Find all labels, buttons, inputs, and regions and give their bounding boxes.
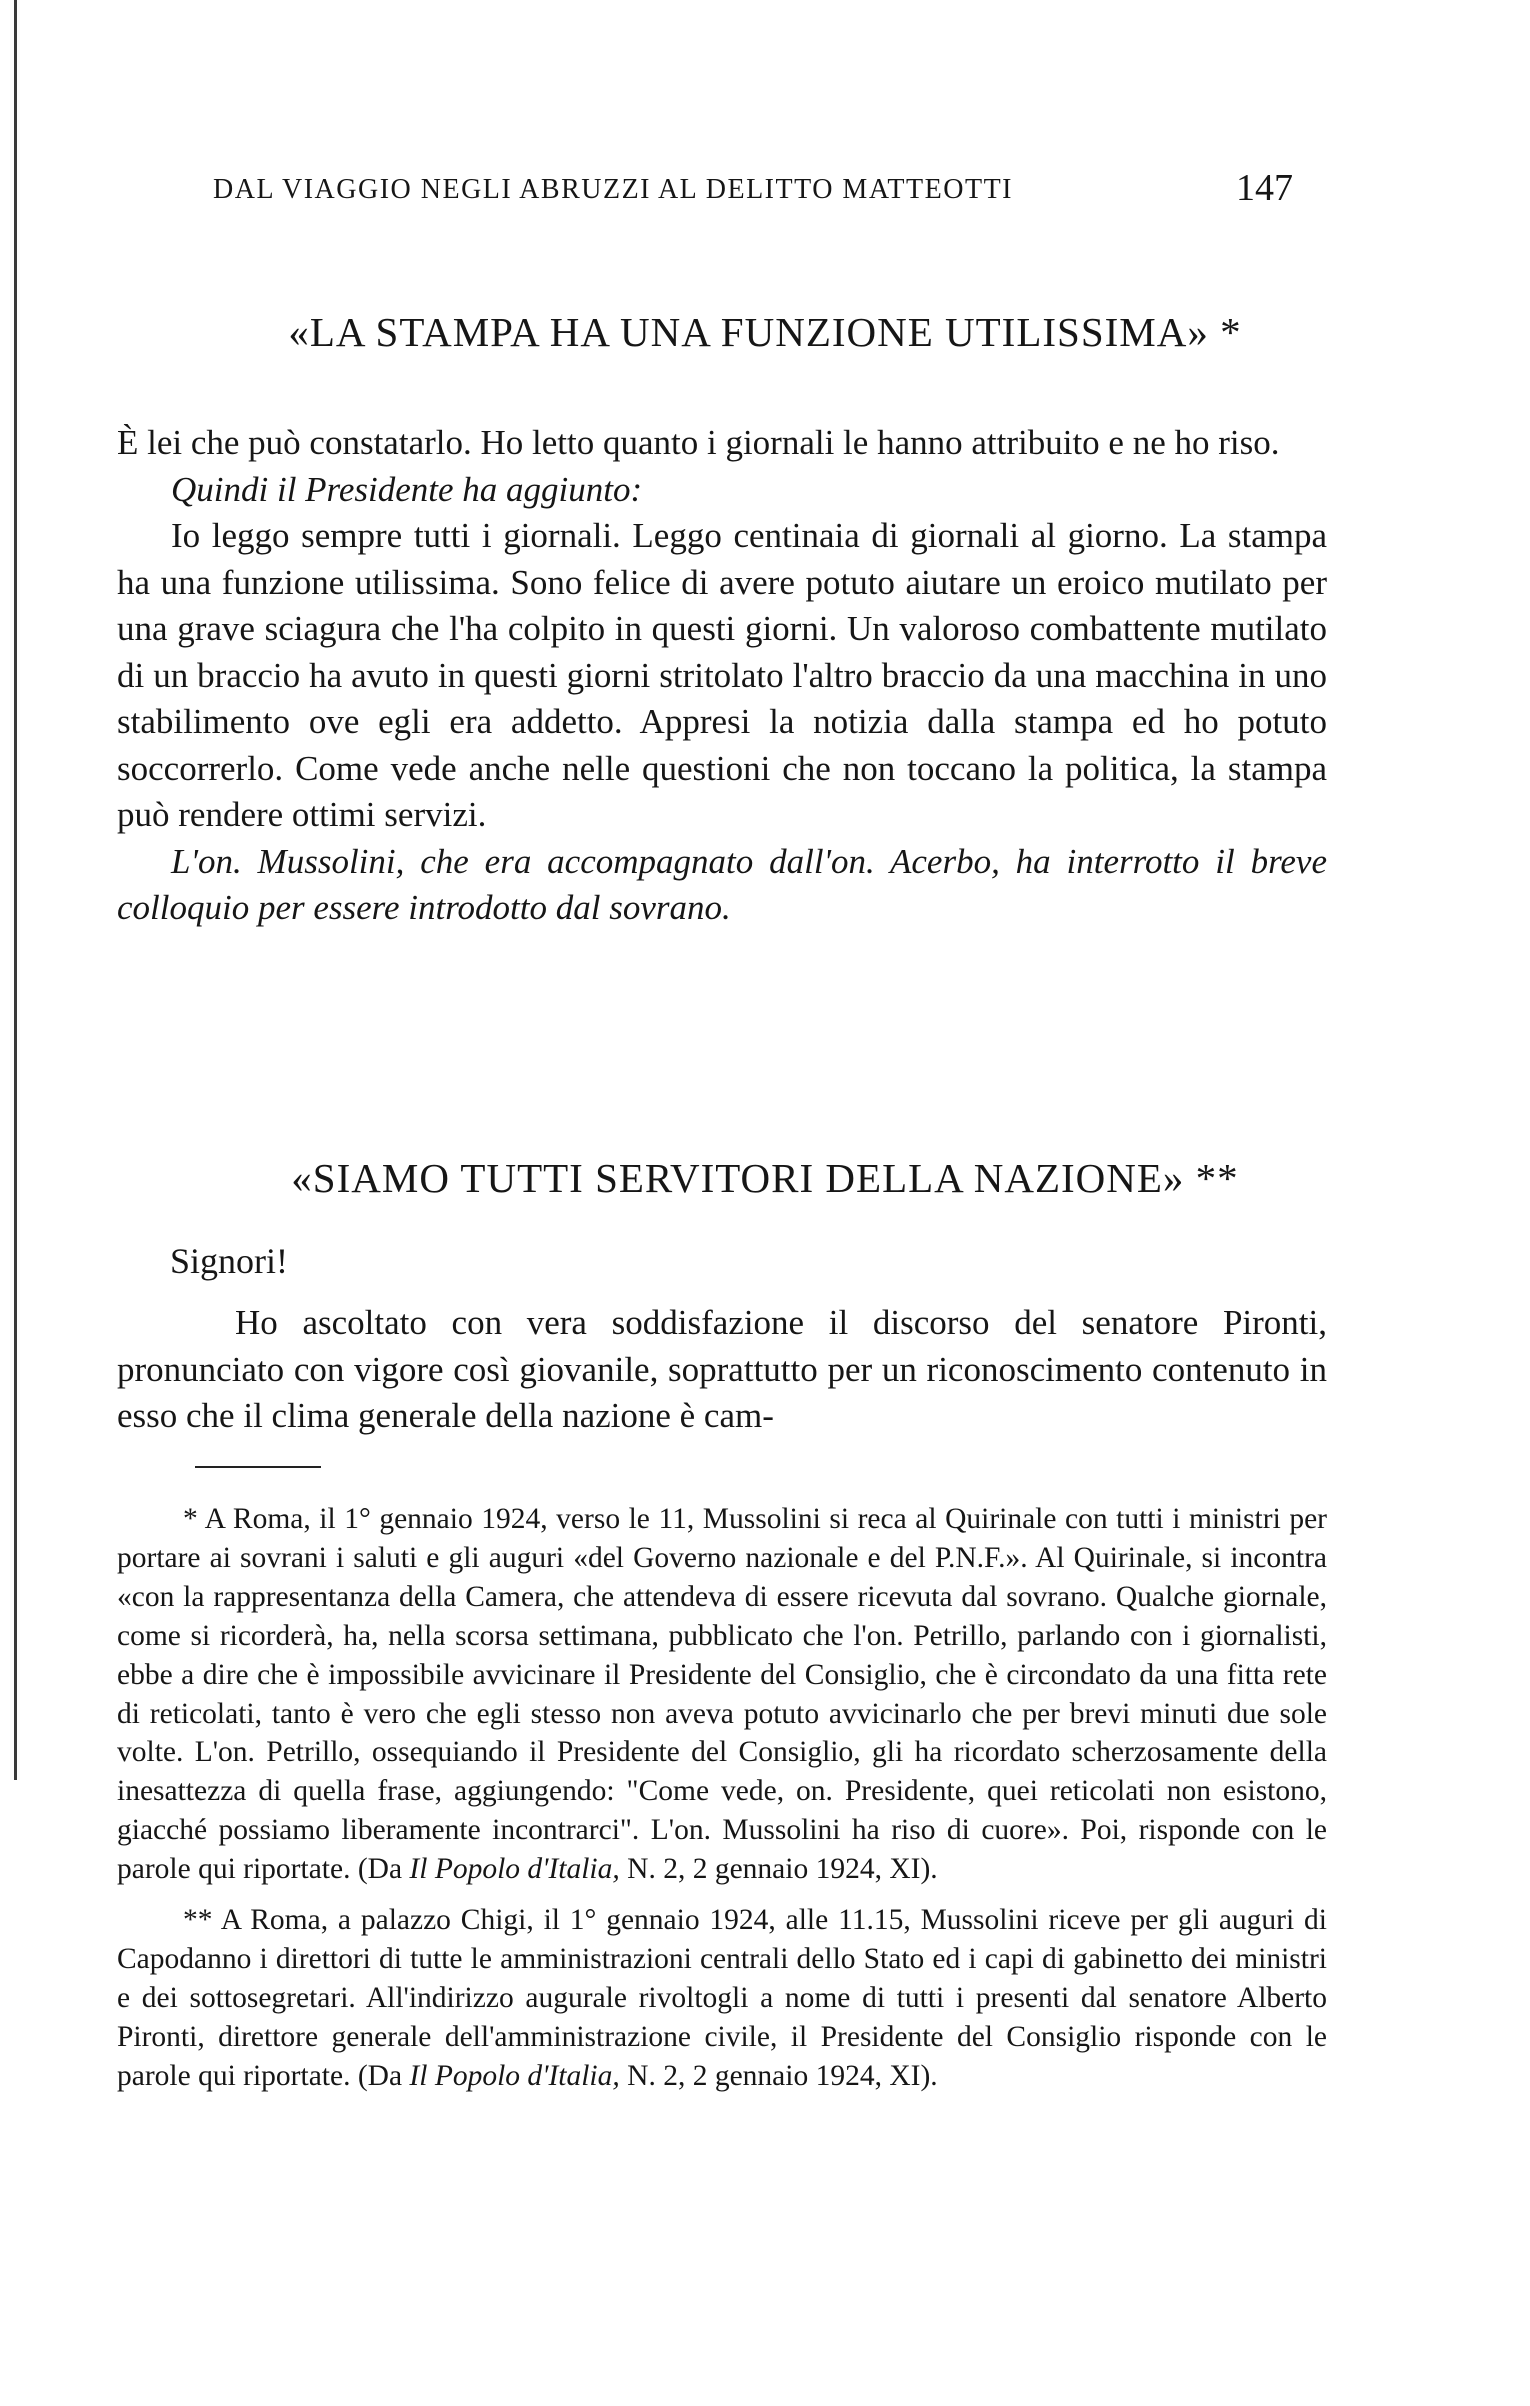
italic-note: L'on. Mussolini, che era accompagnato dall'on. Acerbo, ha interrotto il breve colloquio per essere introdotto dal sovrano. bbox=[117, 841, 1327, 927]
salutation: Signori! bbox=[170, 1241, 289, 1281]
paragraph: Ho ascoltato con vera soddisfazione il discorso del senatore Pironti, pronunciato con vigore così giovanile, soprattutto per un riconoscimento contenuto in esso che il clima generale della nazione è cam- bbox=[117, 1303, 1327, 1435]
footnote-1 bbox=[117, 1500, 1327, 1889]
section-body-servitori bbox=[117, 1300, 1327, 1440]
section-body-stampa bbox=[117, 420, 1327, 932]
italic-note: Quindi il Presidente ha aggiunto: bbox=[171, 469, 643, 509]
footnote-source-title: Il Popolo d'Italia, bbox=[409, 2059, 620, 2092]
footnotes bbox=[117, 1500, 1327, 2108]
footnote-text: ** A Roma, a palazzo Chigi, il 1° gennaio 1924, alle 11.15, Mussolini riceve per gli auguri di Capodanno i direttori di tutte le amministrazioni centrali dello Stato ed i capi di gabinetto dei ministri e dei sottosegretari. All'indirizzo augurale rivoltogli a nome di tutti i presenti dal senatore Alberto Pironti, direttore generale dell'amministrazione civile, il Presidente del Consiglio risponde con le parole qui riportate. (Da bbox=[117, 1904, 1327, 2092]
scan-edge-line bbox=[14, 0, 17, 1780]
footnote-source-ref: N. 2, 2 gennaio 1924, XI). bbox=[627, 1853, 938, 1886]
paragraph: È lei che può constatarlo. Ho letto quanto i giornali le hanno attribuito e ne ho riso. bbox=[117, 423, 1280, 462]
footnote-separator bbox=[195, 1466, 321, 1468]
section-title-servitori: «SIAMO TUTTI SERVITORI DELLA NAZIONE» ** bbox=[291, 1155, 1239, 1201]
running-title: DAL VIAGGIO NEGLI ABRUZZI AL DELITTO MATTEOTTI bbox=[213, 174, 1013, 205]
footnote-source-title: Il Popolo d'Italia, bbox=[409, 1853, 620, 1886]
section-title-stampa: «LA STAMPA HA UNA FUNZIONE UTILISSIMA» * bbox=[288, 309, 1242, 355]
running-header bbox=[213, 166, 1293, 226]
paragraph: Io leggo sempre tutti i giornali. Leggo centinaia di giornali al giorno. La stampa ha una funzione utilissima. Sono felice di avere potuto aiutare un eroico mutilato per una grave sciagura che l'ha colpito in questi giorni. Un valoroso combattente mutilato di un braccio ha avuto in questi giorni stritolato l'altro braccio da una macchina in uno stabilimento ove egli era addetto. Appresi la notizia dalla stampa ed ho potuto soccorrerlo. Come vede anche nelle questioni che non toccano la politica, la stampa può rendere ottimi servizi. bbox=[117, 516, 1327, 834]
footnote-2 bbox=[117, 1901, 1327, 2096]
footnote-source-ref: N. 2, 2 gennaio 1924, XI). bbox=[627, 2059, 938, 2092]
page-number: 147 bbox=[1236, 167, 1293, 209]
footnote-text: * A Roma, il 1° gennaio 1924, verso le 11, Mussolini si reca al Quirinale con tutti i ministri per portare ai sovrani i saluti e gli auguri «del Governo nazionale e del P.N.F.». Al Quirinale, si incontra «con la rappresentanza della Camera, che attendeva di essere ricevuta dal sovrano. Qualche giornale, come si ricorderà, ha, nella scorsa settimana, pubblicato che l'on. Petrillo, parlando con i giornalisti, ebbe a dire che è impossibile avvicinare il Presidente del Consiglio, che è circondato da una fitta rete di reticolati, tanto è vero che egli stesso non aveva potuto avvicinarlo che per brevi minuti due sole volte. L'on. Petrillo, ossequiando il Presidente del Consiglio, gli ha ricordato scherzosamente della inesattezza di quella frase, aggiungendo: "Come vede, on. Presidente, quei reticolati non esistono, giacché possiamo liberamente incontrarci". L'on. Mussolini ha riso di cuore». Poi, risponde con le parole qui riportate. (Da bbox=[117, 1503, 1327, 1886]
